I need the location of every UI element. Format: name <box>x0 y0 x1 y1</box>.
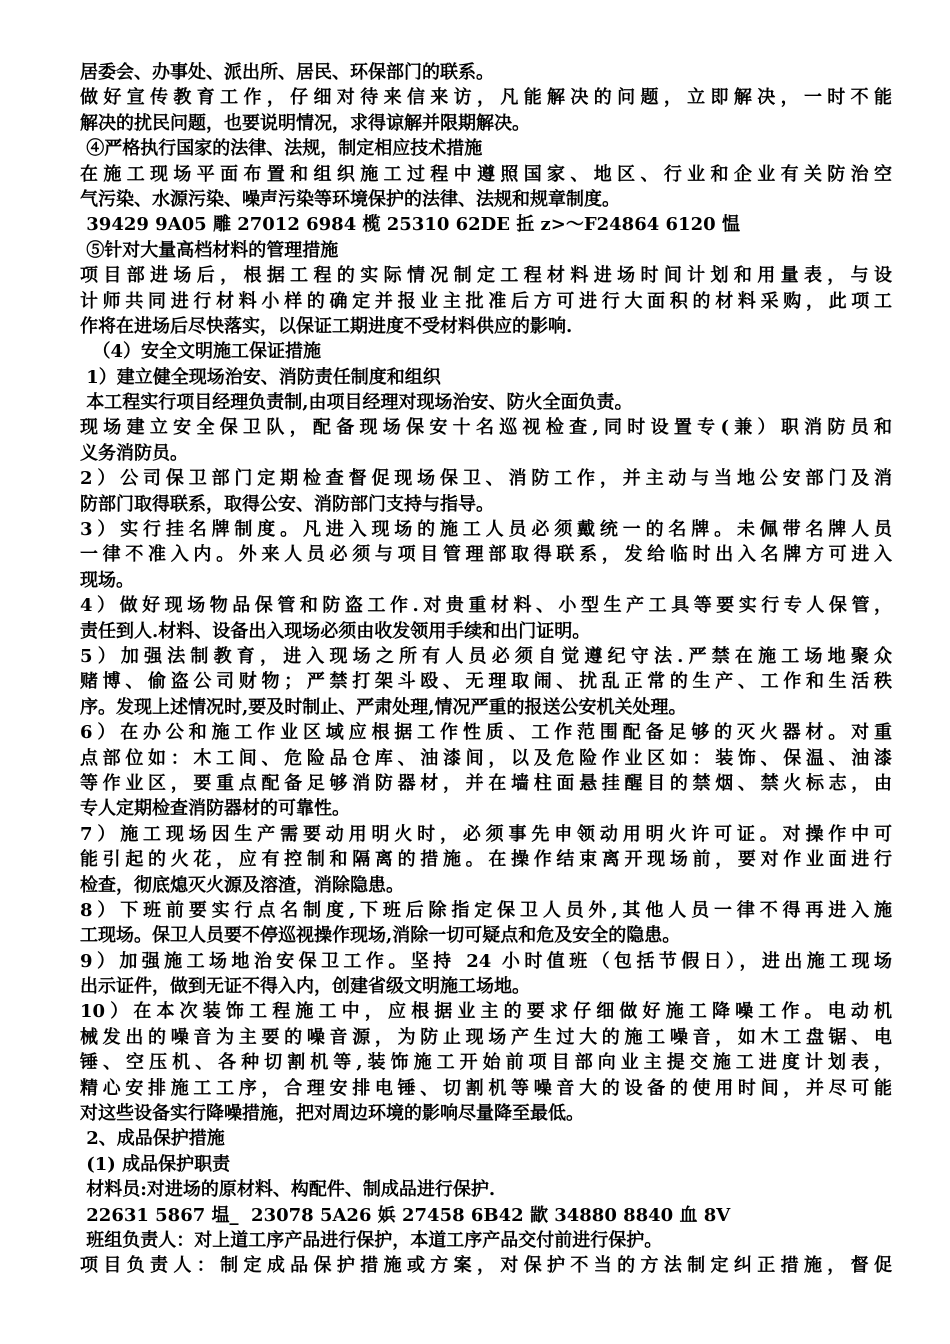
text-line: 本工程实行项目经理负责制,由项目经理对现场治安、防火全面负责。 <box>80 392 633 414</box>
text-line: 7）施工现场因生产需要动用明火时，必须事先申领动用明火许可证。对操作中可 <box>80 823 892 845</box>
text-line: 作将在进场后尽快落实，以保证工期进度不受材料供应的影响. <box>80 315 573 337</box>
text-line: 4）做好现场物品保管和防盗工作.对贵重材料、小型生产工具等要实行专人保管， <box>80 595 892 617</box>
text-line: 械发出的噪音为主要的噪音源，为防止现场产生过大的施工噪音，如木工盘锯、电 <box>80 1026 892 1048</box>
text-line: 1）建立健全现场治安、消防责任制度和组织 <box>80 366 441 388</box>
text-line: 专人定期检查消防器材的可靠性。 <box>80 798 350 820</box>
text-line: 序。发现上述情况时,要及时制止、严肃处理,情况严重的报送公安机关处理。 <box>80 696 687 718</box>
text-line: 10）在本次装饰工程施工中，应根据业主的要求仔细做好施工降噪工作。电动机 <box>80 1001 892 1023</box>
text-line: 计师共同进行材料小样的确定并报业主批准后方可进行大面积的材料采购，此项工 <box>80 290 892 312</box>
text-line: 锤、空压机、各种切割机等,装饰施工开始前项目部向业主提交施工进度计划表， <box>80 1052 892 1074</box>
text-line: 对这些设备实行降噪措施，把对周边环境的影响尽量降至最低。 <box>80 1103 584 1125</box>
text-line: 工现场。保卫人员要不停巡视操作现场,消除一切可疑点和危及安全的隐患。 <box>80 925 681 947</box>
text-line: 防部门取得联系，取得公安、消防部门支持与指导。 <box>80 493 494 515</box>
text-line: 6）在办公和施工作业区域应根据工作性质、工作范围配备足够的灭火器材。对重 <box>80 722 892 744</box>
text-line: ④严格执行国家的法律、法规，制定相应技术措施 <box>80 138 483 160</box>
text-line: 能引起的火花，应有控制和隔离的措施。在操作结束离开现场前，要对作业面进行 <box>80 849 892 871</box>
text-line: ⑤针对大量高档材料的管理措施 <box>80 239 339 261</box>
text-line: 项目负责人：制定成品保护措施或方案，对保护不当的方法制定纠正措施，督促 <box>80 1255 892 1277</box>
text-line: 检查，彻底熄灭火源及溶渣，消除隐患。 <box>80 874 404 896</box>
text-line: 39429 9A05 雕 27012 6984 榄 25310 62DE 拞 z>～F24864 6120 愠 <box>80 214 740 236</box>
text-line: 点部位如：木工间、危险品仓库、油漆间，以及危险作业区如：装饰、保温、油漆 <box>80 747 892 769</box>
text-line: 义务消防员。 <box>80 442 188 464</box>
text-line: 2）公司保卫部门定期检查督促现场保卫、消防工作，并主动与当地公安部门及消 <box>80 468 892 490</box>
text-line: 8）下班前要实行点名制度,下班后除指定保卫人员外,其他人员一律不得再进入施 <box>80 899 892 921</box>
text-line: 班组负责人：对上道工序产品进行保护，本道工序产品交付前进行保护。 <box>80 1229 663 1251</box>
text-line: 责任到人.材料、设备出入现场必须由收发领用手续和出门证明。 <box>80 620 591 642</box>
text-line: 出示证件，做到无证不得入内，创建省级文明施工场地。 <box>80 976 530 998</box>
text-line: 气污染、水源污染、噪声污染等环境保护的法律、法规和规章制度。 <box>80 188 620 210</box>
text-line: 材料员:对进场的原材料、构配件、制成品进行保护. <box>80 1179 496 1201</box>
text-line: 赌博、偷盗公司财物；严禁打架斗殴、无理取闹、扰乱正常的生产、工作和生活秩 <box>80 671 892 693</box>
text-line: 2、成品保护措施 <box>80 1128 225 1150</box>
text-line: 精心安排施工工序，合理安排电锤、切割机等噪音大的设备的使用时间，并尽可能 <box>80 1077 892 1099</box>
text-line: 等作业区，要重点配备足够消防器材，并在墙柱面悬挂醒目的禁烟、禁火标志，由 <box>80 772 892 794</box>
text-line: 现场建立安全保卫队，配备现场保安十名巡视检查,同时设置专(兼）职消防员和 <box>80 417 892 439</box>
document-page <box>80 60 892 1279</box>
text-line: 居委会、办事处、派出所、居民、环保部门的联系。 <box>80 62 494 83</box>
text-line: （4）安全文明施工保证措施 <box>80 341 322 363</box>
text-line: 做好宣传教育工作，仔细对待来信来访，凡能解决的问题，立即解决，一时不能 <box>80 87 892 109</box>
text-line: 9）加强施工场地治安保卫工作。坚持 24 小时值班（包括节假日），进出施工现场 <box>80 950 892 972</box>
text-line: 22631 5867 塭_ 23078 5A26 娦 27458 6B42 歂 34880 8840 血 8V <box>80 1204 731 1226</box>
text-line: 一律不准入内。外来人员必须与项目管理部取得联系，发给临时出入名牌方可进入 <box>80 544 892 566</box>
text-line: 解决的扰民问题，也要说明情况，求得谅解并限期解决。 <box>80 112 530 134</box>
text-line: 5）加强法制教育，进入现场之所有人员必须自觉遵纪守法.严禁在施工场地聚众 <box>80 645 892 667</box>
text-line: 在施工现场平面布置和组织施工过程中遵照国家、地区、行业和企业有关防治空 <box>80 163 892 185</box>
text-line: 现场。 <box>80 569 134 591</box>
text-line: 项目部进场后，根据工程的实际情况制定工程材料进场时间计划和用量表，与设 <box>80 265 892 287</box>
text-line: 3）实行挂名牌制度。凡进入现场的施工人员必须戴统一的名牌。未佩带名牌人员 <box>80 519 892 541</box>
text-line: (1) 成品保护职责 <box>80 1153 231 1175</box>
